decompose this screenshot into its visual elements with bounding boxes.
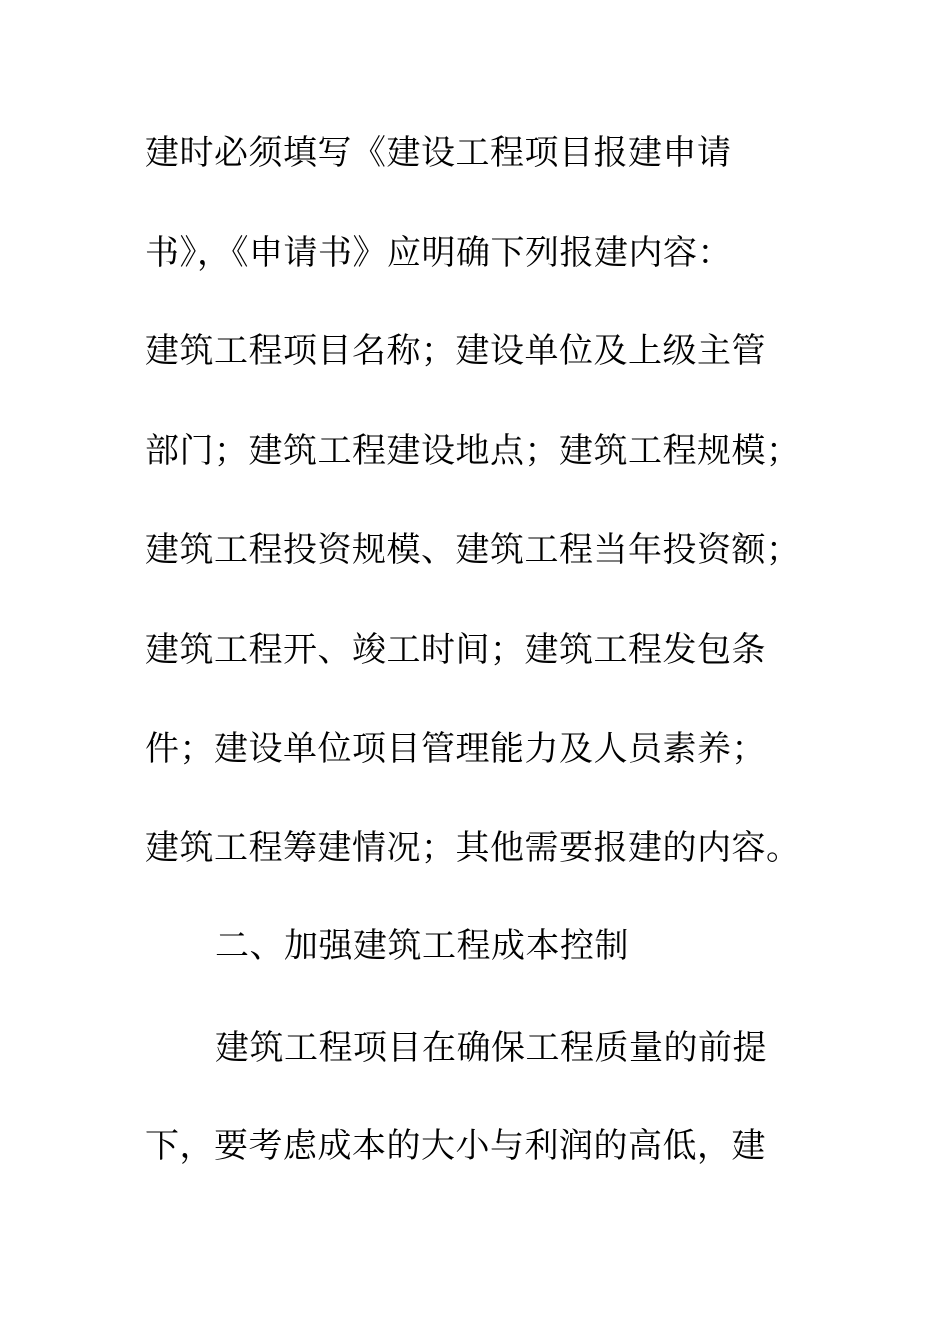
text-line: 书》，《申请书》应明确下列报建内容： — [145, 233, 732, 273]
section-heading: 二、加强建筑工程成本控制 — [215, 926, 629, 966]
text-line: 件；建设单位项目管理能力及人员素养； — [145, 729, 766, 769]
text-line: 建筑工程项目名称；建设单位及上级主管 — [145, 331, 766, 371]
paragraph-first-line: 建筑工程项目在确保工程质量的前提 — [215, 1028, 767, 1068]
text-line: 建筑工程开、竣工时间；建筑工程发包条 — [145, 630, 766, 670]
text-line: 建筑工程投资规模、建筑工程当年投资额； — [145, 530, 801, 570]
text-line: 下，要考虑成本的大小与利润的高低，建 — [145, 1126, 766, 1166]
text-line: 建时必须填写《建设工程项目报建申请 — [145, 133, 732, 173]
text-line: 建筑工程筹建情况；其他需要报建的内容。 — [145, 828, 801, 868]
text-line: 部门；建筑工程建设地点；建筑工程规模； — [145, 431, 801, 471]
